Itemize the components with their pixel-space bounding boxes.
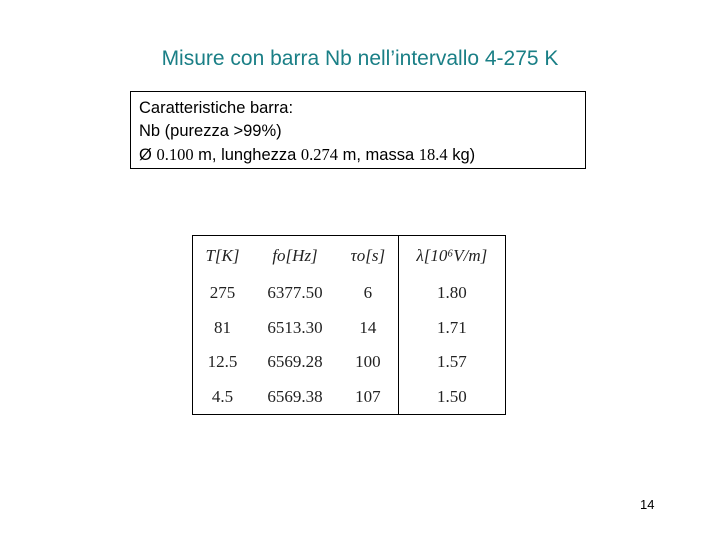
bar-characteristics-box bbox=[130, 91, 586, 169]
cell-lambda: 1.57 bbox=[436, 352, 467, 372]
header-decay-time: τo[s] bbox=[338, 236, 398, 276]
cell-temperature: 81 bbox=[213, 317, 231, 337]
cell-frequency: 6513.30 bbox=[267, 317, 323, 337]
table-row bbox=[193, 380, 505, 415]
length-value: 0.274 bbox=[300, 145, 339, 164]
length-unit: m, massa bbox=[342, 146, 415, 164]
cell-frequency: 6569.28 bbox=[267, 352, 323, 372]
cell-temperature: 275 bbox=[209, 283, 236, 303]
cell-temperature: 4.5 bbox=[211, 386, 234, 406]
cell-lambda: 1.71 bbox=[436, 317, 467, 337]
cell-decay-time: 6 bbox=[338, 276, 398, 311]
cell-frequency: 6569.38 bbox=[267, 386, 323, 406]
diameter-symbol: Ø bbox=[139, 146, 152, 164]
table-header-row bbox=[193, 236, 505, 276]
table-row bbox=[193, 276, 505, 311]
cell-decay-time: 100 bbox=[338, 345, 398, 380]
slide-title: Misure con barra Nb nell’intervallo 4-275 K bbox=[161, 47, 559, 70]
table-row bbox=[193, 345, 505, 380]
cell-temperature: 12.5 bbox=[207, 352, 238, 372]
header-temperature: T[K] bbox=[205, 246, 240, 265]
header-frequency: fo[Hz] bbox=[272, 246, 318, 265]
diameter-unit: m, lunghezza bbox=[198, 146, 297, 164]
diameter-value: 0.100 bbox=[156, 145, 194, 164]
characteristics-heading: Caratteristiche barra: bbox=[139, 99, 294, 117]
measurements-table bbox=[192, 235, 506, 415]
table-row bbox=[193, 311, 505, 346]
cell-decay-time: 14 bbox=[338, 311, 398, 346]
mass-unit: kg) bbox=[452, 146, 476, 164]
dimensions-line bbox=[139, 143, 577, 167]
cell-frequency: 6377.50 bbox=[267, 283, 323, 303]
header-lambda: λ[10⁶V/m] bbox=[416, 246, 488, 265]
purity-line: Nb (purezza >99%) bbox=[139, 122, 282, 140]
mass-value: 18.4 bbox=[418, 145, 448, 164]
cell-decay-time: 107 bbox=[338, 380, 398, 415]
cell-lambda: 1.50 bbox=[436, 386, 467, 406]
page-number: 14 bbox=[640, 497, 655, 512]
cell-lambda: 1.80 bbox=[436, 283, 467, 303]
